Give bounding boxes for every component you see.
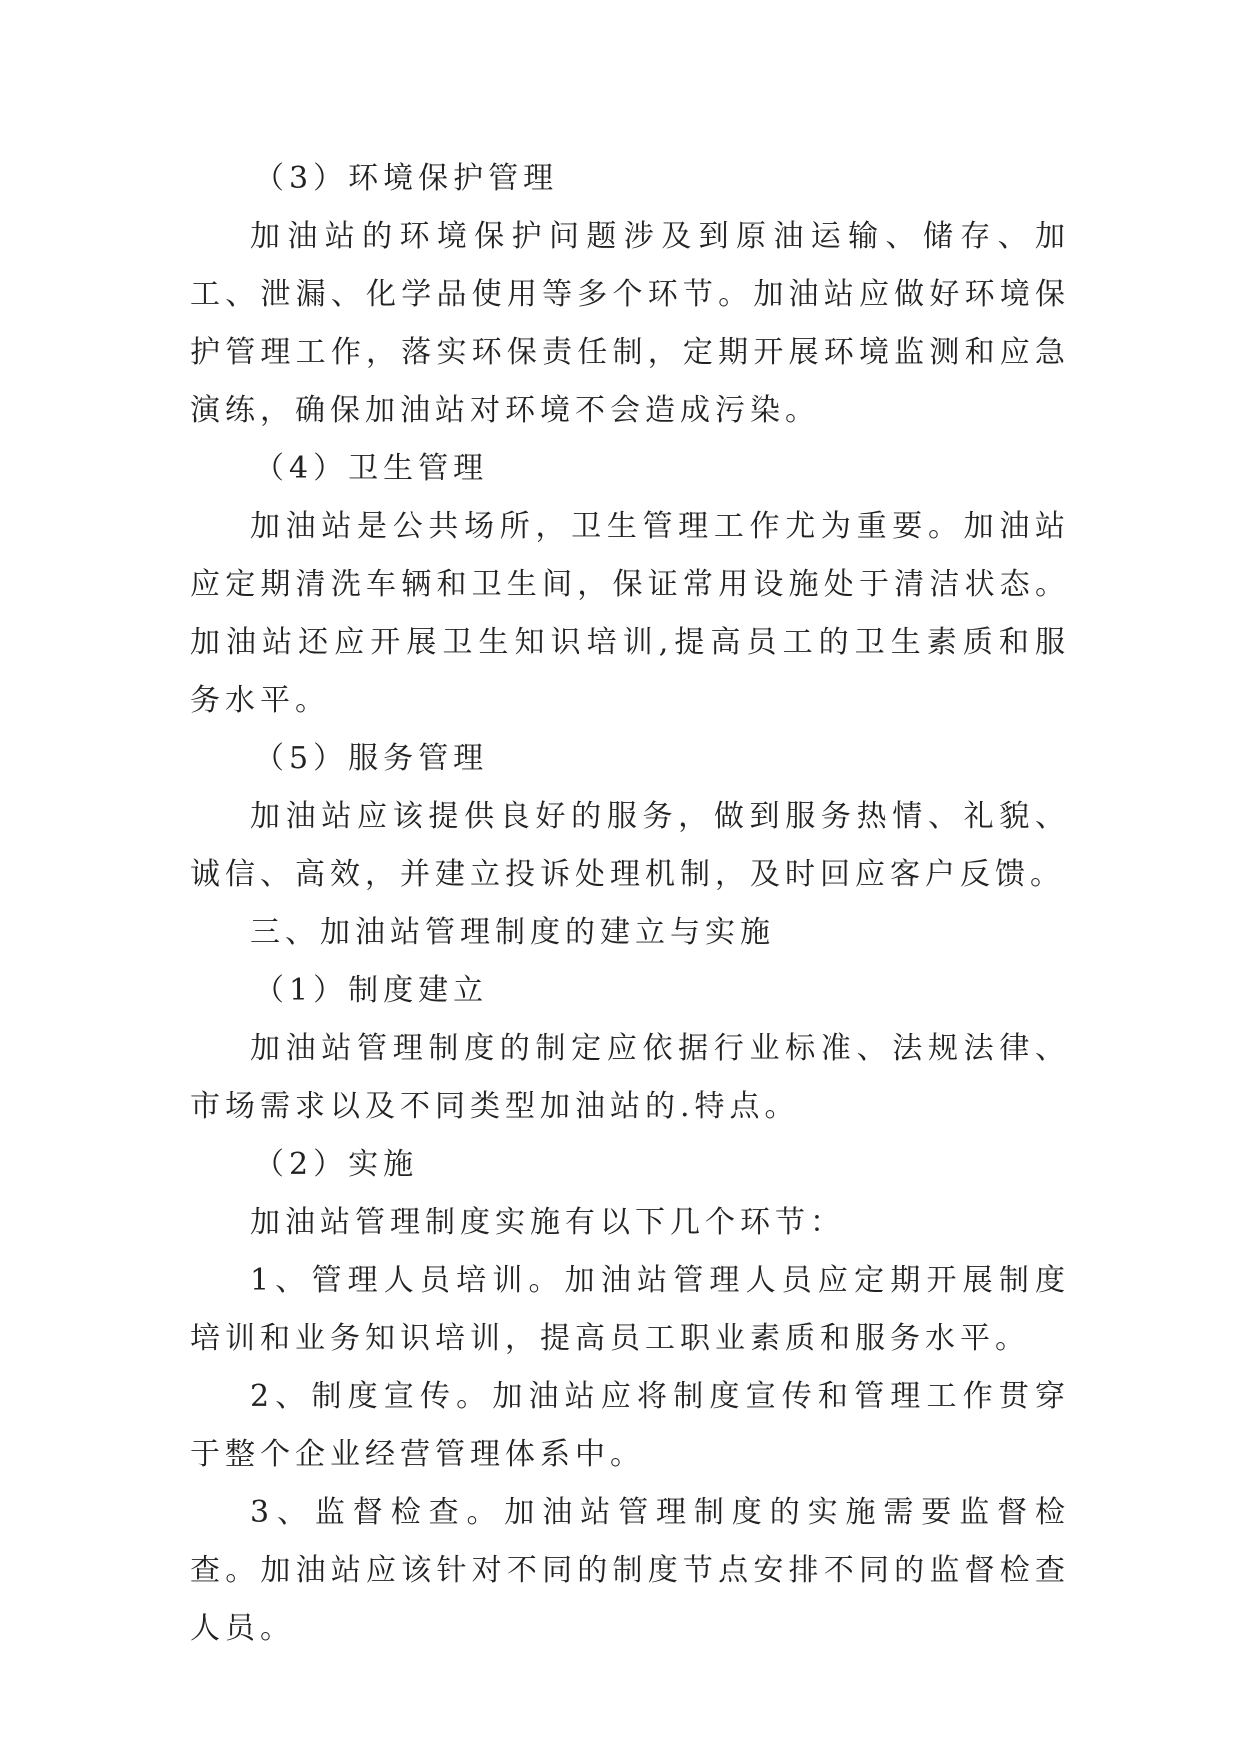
- paragraph-environment: 加油站的环境保护问题涉及到原油运输、储存、加工、泄漏、化学品使用等多个环节。加油站应做好环境保护管理工作，落实环保责任制，定期开展环境监测和应急演练，确保加油站对环境不会造成污染。: [190, 219, 1070, 428]
- list-item-training: 1、管理人员培训。加油站管理人员应定期开展制度培训和业务知识培训，提高员工职业素质和服务水平。: [190, 1263, 1070, 1356]
- paragraph-establishment: 加油站管理制度的制定应依据行业标准、法规法律、市场需求以及不同类型加油站的.特点。: [190, 1031, 1070, 1124]
- section-heading-establishment: （1）制度建立: [254, 973, 489, 1008]
- list-item-publicity: 2、制度宣传。加油站应将制度宣传和管理工作贯穿于整个企业经营管理体系中。: [190, 1379, 1070, 1472]
- paragraph-hygiene: 加油站是公共场所，卫生管理工作尤为重要。加油站应定期清洗车辆和卫生间，保证常用设施处于清洁状态。加油站还应开展卫生知识培训,提高员工的卫生素质和服务水平。: [190, 509, 1070, 718]
- section-heading-implementation: （2）实施: [254, 1147, 419, 1182]
- paragraph-implementation-intro: 加油站管理制度实施有以下几个环节：: [250, 1205, 845, 1240]
- section-heading-hygiene: （4）卫生管理: [254, 451, 489, 486]
- section-heading-environment: （3）环境保护管理: [254, 161, 559, 196]
- section-heading-service: （5）服务管理: [254, 741, 489, 776]
- document-body: [190, 150, 1070, 1658]
- list-item-supervision: 3、监督检查。加油站管理制度的实施需要监督检查。加油站应该针对不同的制度节点安排不同的监督检查人员。: [190, 1495, 1070, 1646]
- paragraph-service: 加油站应该提供良好的服务，做到服务热情、礼貌、诚信、高效，并建立投诉处理机制，及时回应客户反馈。: [190, 799, 1070, 892]
- chapter-heading-three: 三、加油站管理制度的建立与实施: [250, 915, 775, 950]
